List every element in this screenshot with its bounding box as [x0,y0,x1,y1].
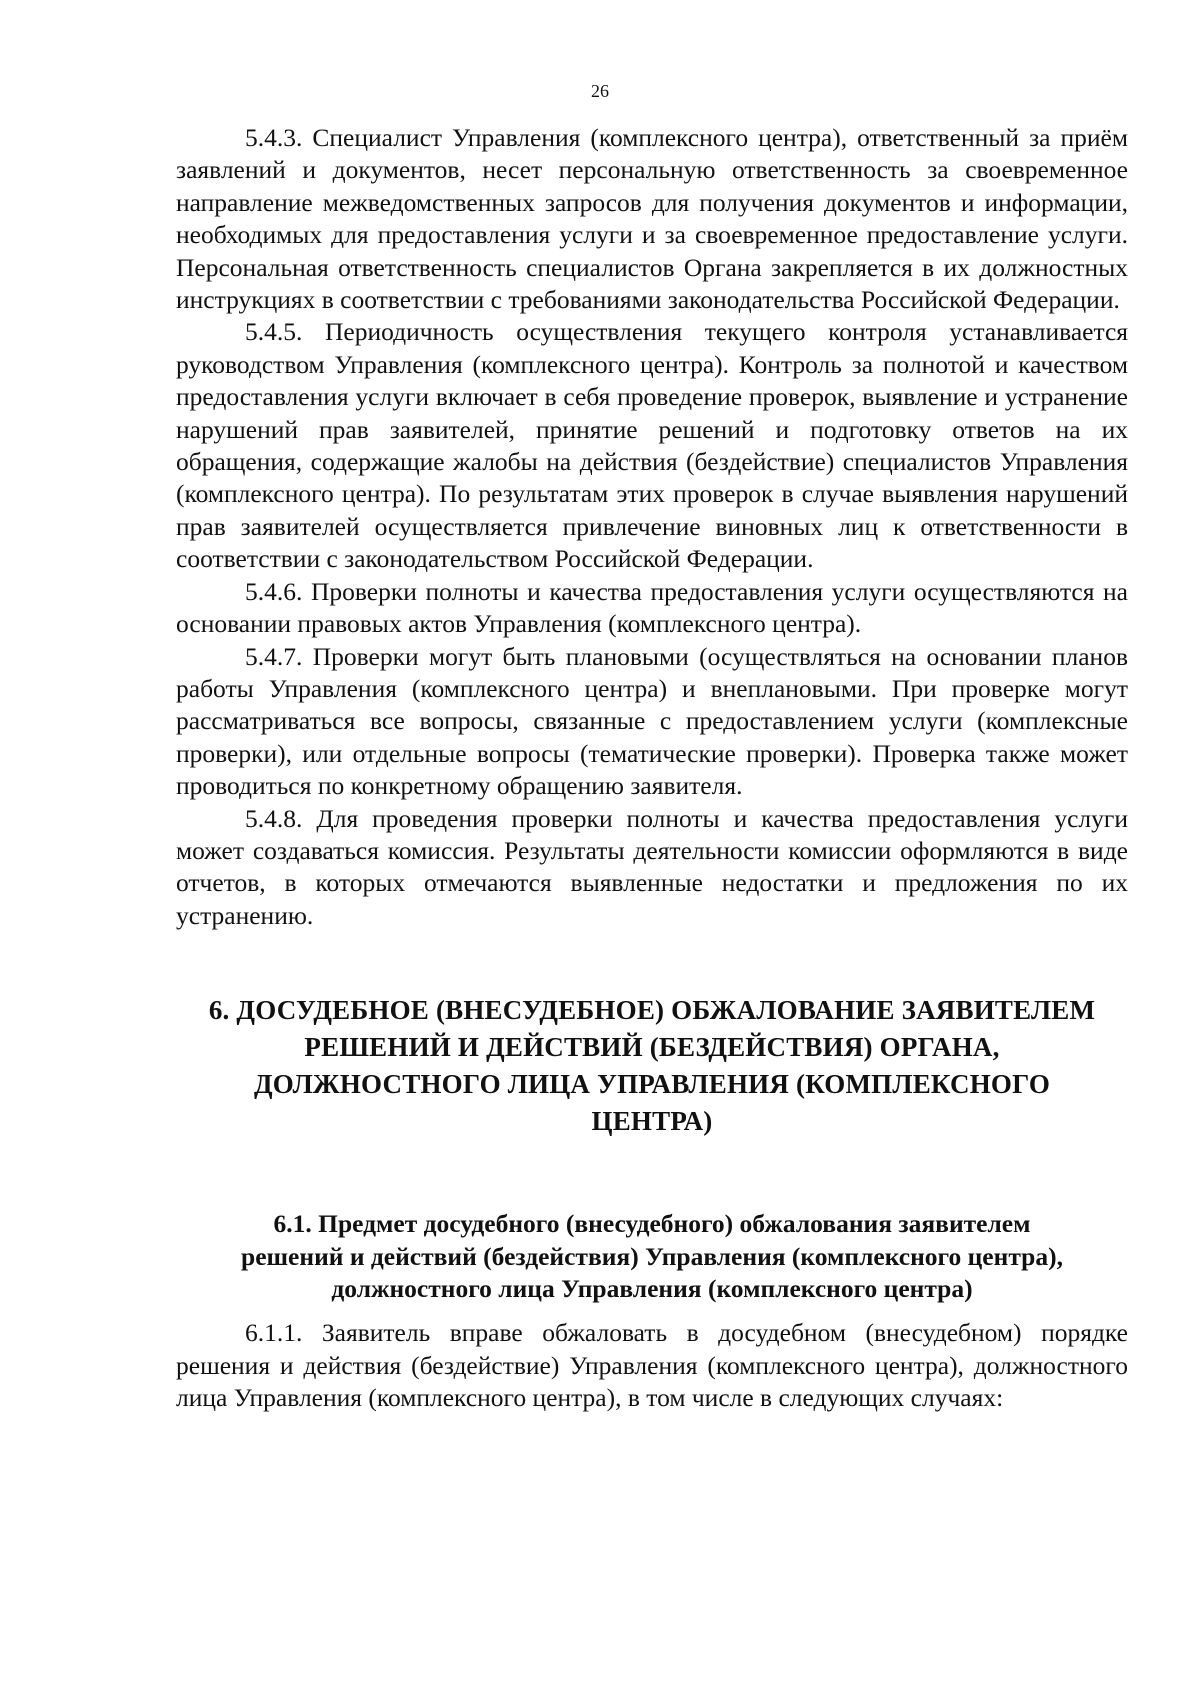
paragraph-5-4-7: 5.4.7. Проверки могут быть плановыми (осуществляться на основании планов работы Управления (комплексного центра) и внеплановыми. При проверке могут рассматриваться все вопросы, связанные с предоставлением услуги (комплексные проверки), или отдельные вопросы (тематические проверки). Проверка также может проводиться по конкретному обращению заявителя. [176,641,1128,801]
paragraph-5-4-8: 5.4.8. Для проведения проверки полноты и качества предоставления услуги может создаваться комиссия. Результаты деятельности комиссии оформляются в виде отчетов, в которых отмечаются выявленные недостатки и предложения по их устранению. [176,803,1128,930]
paragraph-5-4-3: 5.4.3. Специалист Управления (комплексного центра), ответственный за приём заявлений и документов, несет персональную ответственность за своевременное направление межведомственных запросов для получения документов и информации, необходимых для предоставления услуги и за своевременное предоставление услуги. Персональная ответственность специалистов Органа закрепляется в их должностных инструкциях в соответствии с требованиями законодательства Российской Федерации. [176,123,1128,315]
sub-heading-line: 6.1. Предмет досудебного (внесудебного) обжалования заявителем [273,1209,1031,1239]
paragraph-6-1-1: 6.1.1. Заявитель вправе обжаловать в досудебном (внесудебном) порядке решения и действия (бездействие) Управления (комплексного центра), должностного лица Управления (комплексного центра), в том числе в следующих случаях: [176,1318,1128,1413]
section-heading-line: ДОЛЖНОСТНОГО ЛИЦА УПРАВЛЕНИЯ (КОМПЛЕКСНОГО [253,1069,1051,1100]
document-body [176,122,1128,1415]
page-number: 26 [591,81,609,101]
section-heading-line: ЦЕНТРА) [591,1106,713,1137]
sub-heading [176,1208,1128,1305]
section-heading-line: РЕШЕНИЙ И ДЕЙСТВИЙ (БЕЗДЕЙСТВИЯ) ОРГАНА, [304,1032,1000,1063]
section-heading [176,992,1128,1140]
sub-heading-line: должностного лица Управления (комплексного центра) [331,1273,973,1303]
sub-heading-line: решений и действий (бездействия) Управления (комплексного центра), [241,1241,1063,1271]
section-heading-line: 6. ДОСУДЕБНОЕ (ВНЕСУДЕБНОЕ) ОБЖАЛОВАНИЕ ЗАЯВИТЕЛЕМ [208,995,1096,1026]
paragraph-5-4-6: 5.4.6. Проверки полноты и качества предоставления услуги осуществляются на основании правовых актов Управления (комплексного центра). [176,576,1128,639]
paragraph-5-4-5: 5.4.5. Периодичность осуществления текущего контроля устанавливается руководством Управления (комплексного центра). Контроль за полнотой и качеством предоставления услуги включает в себя проведение проверок, выявление и устранение нарушений прав заявителей, принятие решений и подготовку ответов на их обращения, содержащие жалобы на действия (бездействие) специалистов Управления (комплексного центра). По результатам этих проверок в случае выявления нарушений прав заявителей осуществляется привлечение виновных лиц к ответственности в соответствии с законодательством Российской Федерации. [176,317,1128,574]
